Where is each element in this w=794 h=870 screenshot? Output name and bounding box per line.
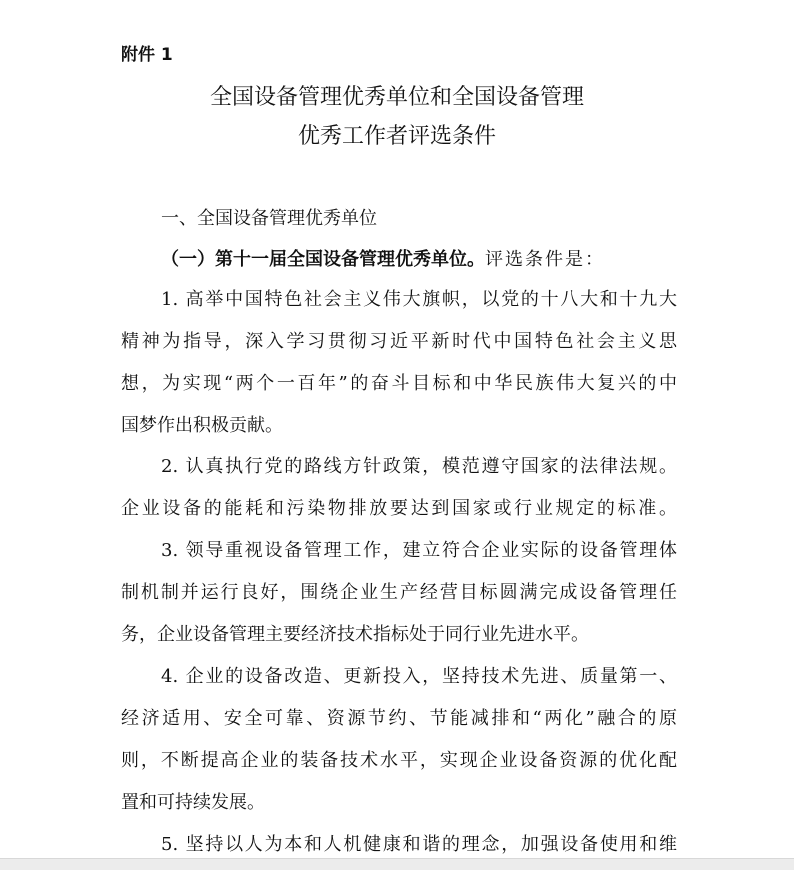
paragraph-line: 经济适用、安全可靠、资源节约、节能减排和“两化”融合的原: [121, 708, 677, 729]
paragraph-line: 想，为实现“两个一百年”的奋斗目标和中华民族伟大复兴的中: [121, 373, 677, 394]
paragraph-line: 3. 领导重视设备管理工作，建立符合企业实际的设备管理体: [161, 540, 677, 561]
section-heading: 一、全国设备管理优秀单位: [161, 208, 377, 229]
attachment-label: 附件 1: [121, 45, 173, 65]
subsection-title: （一）第十一届全国设备管理优秀单位。: [161, 249, 485, 270]
paragraph-line: 2. 认真执行党的路线方针政策，模范遵守国家的法律法规。: [161, 456, 677, 477]
paragraph-line: 置和可持续发展。: [121, 792, 265, 813]
subsection-heading: [161, 245, 605, 271]
paragraph-line: 务，企业设备管理主要经济技术指标处于同行业先进水平。: [121, 624, 589, 645]
paragraph-line: 国梦作出积极贡献。: [121, 415, 283, 436]
subsection-intro: 评选条件是：: [485, 249, 605, 270]
paragraph-line: 则，不断提高企业的装备技术水平，实现企业设备资源的优化配: [121, 750, 677, 771]
paragraph-line: 制机制并运行良好，围绕企业生产经营目标圆满完成设备管理任: [121, 582, 677, 603]
paragraph-line: 5. 坚持以人为本和人机健康和谐的理念，加强设备使用和维: [161, 834, 677, 855]
document-title-line-1: 全国设备管理优秀单位和全国设备管理: [209, 85, 584, 110]
paragraph-line: 企业设备的能耗和污染物排放要达到国家或行业规定的标准。: [121, 498, 677, 519]
paragraph-line: 4. 企业的设备改造、更新投入，坚持技术先进、质量第一、: [161, 666, 677, 687]
document-title-line-2: 优秀工作者评选条件: [297, 124, 496, 149]
paragraph-line: 精神为指导，深入学习贯彻习近平新时代中国特色社会主义思: [121, 331, 677, 352]
paragraph-line: 1. 高举中国特色社会主义伟大旗帜，以党的十八大和十九大: [161, 289, 677, 310]
